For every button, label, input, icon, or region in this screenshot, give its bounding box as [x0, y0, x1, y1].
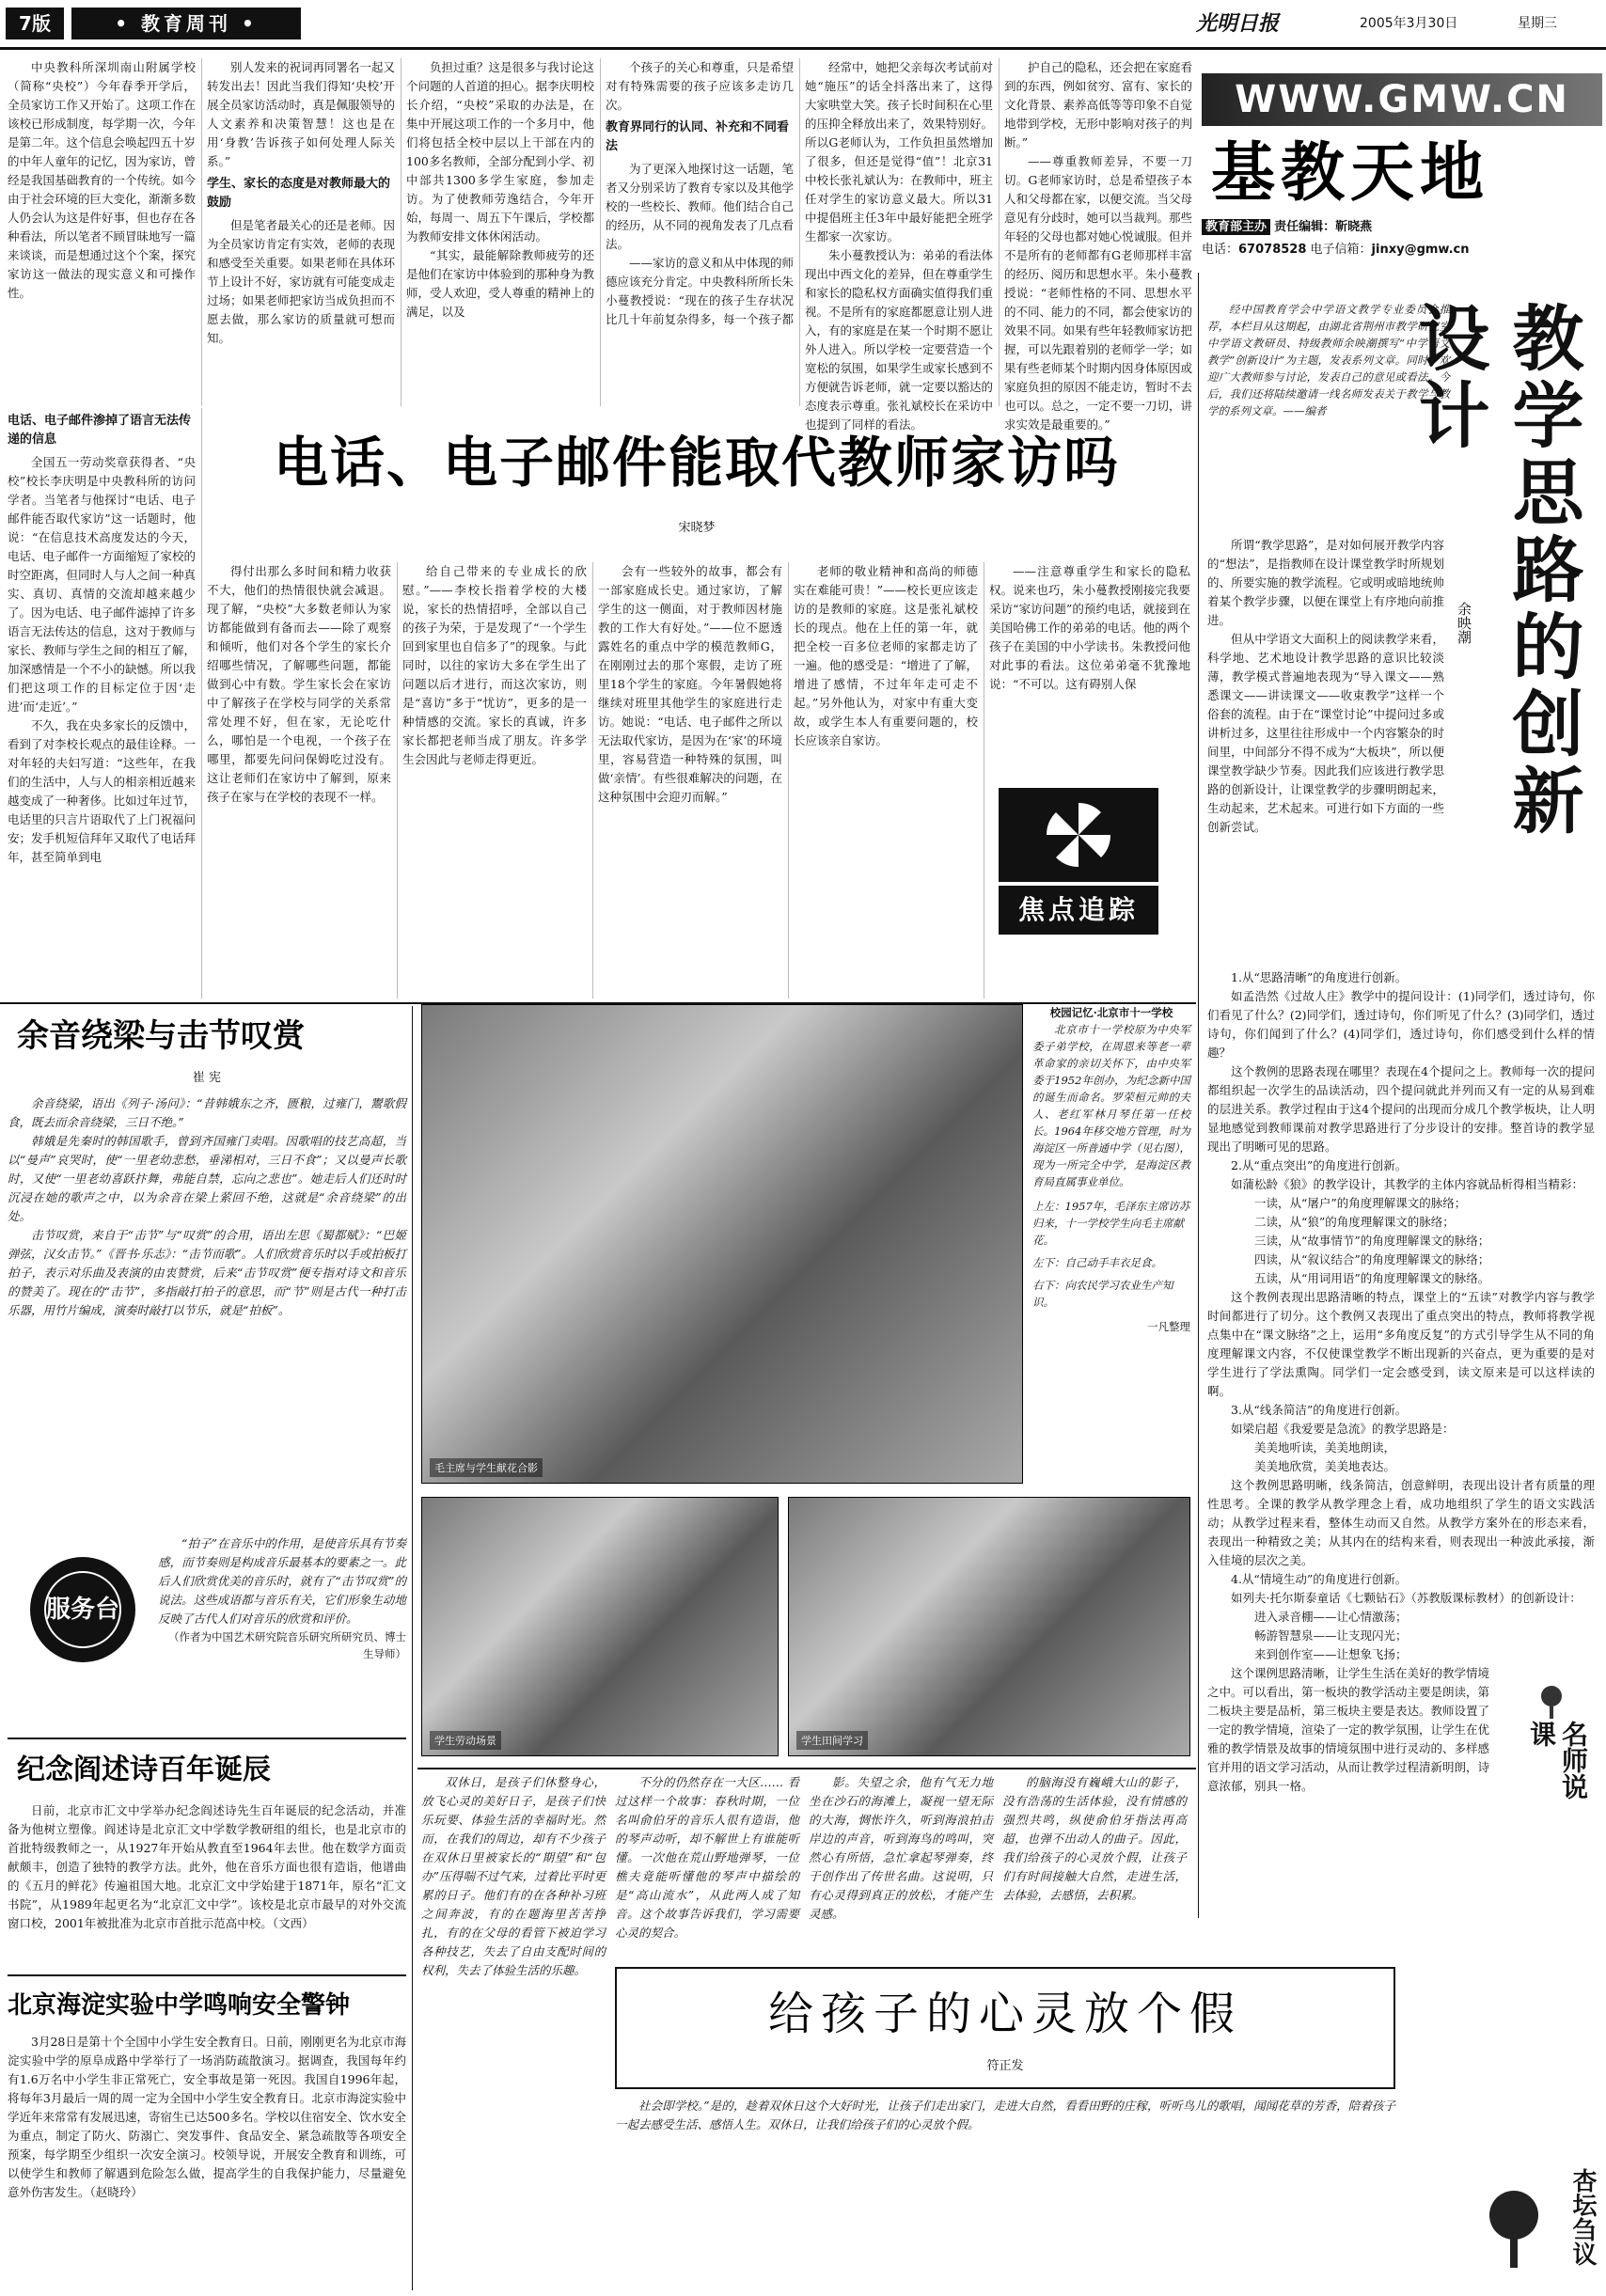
list-item: 二读，从“狼”的角度理解课文的脉络； [1254, 1215, 1455, 1229]
site-url: WWW.GMW.CN [1202, 73, 1602, 126]
service-badge [17, 1553, 149, 1666]
byline: 符正发 [986, 2059, 1024, 2073]
masthead [0, 0, 1606, 53]
photo-field [788, 1497, 1190, 1756]
paragraph: 不久，我在央多家长的反馈中，看到了对李校长观点的最佳诠释。一对年轻的夫妇写道：“这些年，在我们的生活中，人与人的相亲相近越来越变成了一种奢侈。比如过年过节，电话里的只言片语取代了上门祝福问安；发手机短信拜年又取代了电话拜年，甚至简单到电 [8, 718, 197, 864]
editor-name: 靳晓燕 [1335, 220, 1373, 234]
paragraph: 但从中学语文大面积上的阅读教学来看，科学地、艺术地设计教学思路的意识比较淡薄，教学模式普遍地表现为“导入课文——熟悉课文——讲读课文——收束教学”这样一个俗套的流程。由于在“课堂讨论”中提问过多或讲析过多，这里往往形成中一个内容繁杂的时间里，中间部分不得不成为“大板块”，所以便课堂教学缺少节奏。因此我们应该进行教学思路的创新设计，让课堂教学的步骤明朗起来，生动起来，艺术起来。可进行如下方面的一些创新尝试。 [1207, 632, 1444, 834]
list-item: 来到创作室——让想象飞扬； [1254, 1647, 1408, 1661]
list-item: 四读，从“叙议结合”的角度理解课文的脉络； [1254, 1252, 1490, 1266]
subheading: 电话、电子邮件渗掉了语言无法传递的信息 [8, 414, 192, 447]
tree-icon [1484, 2187, 1544, 2272]
heart-article [421, 1773, 1602, 2292]
article-body [8, 1094, 406, 1527]
list-item: 美美地欣赏，美美地表达。 [1254, 1459, 1396, 1473]
column-rule [592, 562, 593, 999]
section-heading: 1.从“思路清晰”的角度进行创新。 [1231, 970, 1408, 984]
paragraph: 余音绕梁，语出《列子·汤问》：“昔韩娥东之齐，匮粮，过雍门，鬻歌假食，既去而余音绕梁，三日不绝。” [8, 1096, 406, 1129]
phone-label: 电话： [1202, 243, 1239, 257]
article-column [598, 562, 782, 999]
headline: 电话、电子邮件能取代教师家访吗 [273, 431, 1120, 495]
article-column [8, 58, 196, 406]
list-item: 美美地听读，美美地朗读， [1254, 1440, 1396, 1455]
article-column [805, 58, 994, 432]
photo-mao-students [421, 1004, 1023, 1484]
paragraph: 不分的仍然存在一大区…… 看过这样一个故事：春秋时期，一位名叫俞伯牙的音乐人很有造诣，他的琴声动听，却不解世上有谁能听懂。一次他在荒山野地弹琴，一位樵夫竟能听懂他的琴声中描绘的是“高山流水”，从此两人成了知音。这个故事告诉我们，学习需要心灵的契合。 [615, 1775, 799, 1940]
paragraph: 经常中，她把父亲每次考试前对她“施压”的话全抖落出来了，这得大家哄堂大笑。孩子长时间积在心里的压抑全释放出来了，效果特别好。所以G老师认为，工作负担虽然增加了很多，但还是觉得“值”！北京31中校长张礼斌认为：在教师中，班主任对学生的家访意义最大。所以31中提倡班主任3年中最好能把全班学生都家一次家访。 [805, 60, 994, 244]
paragraph: 负担过重？这是很多与我讨论这个问题的人首道的担心。据李庆明校长介绍，“央校”采取的办法是，在集中开展这项工作的一个多月中，他们将包括全校中层以上干部在内的100多名教师，全部分配到小学、初中部共1300多学生家庭，参加走访。为了使教师劳逸结合，今年开始，每周一、周五下午课后，学校都为教师安排文体休闲活动。 [406, 60, 595, 244]
article-column [207, 58, 395, 406]
paragraph: ——家访的意义和从中体现的师德应该充分肯定。中央教科所所长朱小蔓教授说：“现在的孩子生存状况比几十年前复杂得多，每一个孩子都 [606, 256, 795, 326]
article-title: 给孩子的心灵放个假 [767, 1988, 1242, 2040]
column-title: 基教天地 [1211, 136, 1490, 211]
article-column [615, 1773, 799, 1961]
section-name: • 教育周刊 • [71, 8, 301, 39]
email-label: 电子信箱： [1310, 243, 1372, 257]
article-column [606, 58, 794, 406]
article-column [8, 408, 196, 999]
list-item: 五读，从“用词用语”的角度理解课文的脉络。 [1254, 1271, 1490, 1285]
paragraph: “拍子”在音乐中的作用，是使音乐具有节奏感，而节奏则是构成音乐最基本的要素之一。此后人们欣赏优美的音乐时，就有了“击节叹赏”的说法。这些成语都与音乐有关，它们形象生动地反映了古代人们对音乐的欣赏和评价。 [158, 1536, 406, 1626]
article-column [989, 562, 1190, 784]
page-number: 7版 [6, 8, 64, 39]
paragraph: 日前，北京市汇文中学举办纪念阎述诗先生百年诞辰的纪念活动，并准备为他树立塑像。阎述诗是北京汇文中学数学教研组的组长，也是北京市的首批特级教师之一，从1927年开始从教直至1964年去世。他在数学方面贡献颇丰，创造了独特的教学方法。此外，他在音乐方面也很有造诣，他谱曲的《五月的鲜花》传遍祖国大地。北京汇文中学始建于1871年，原名“汇文书院”，从1989年起更名为“北京汇文中学”。该校是北京市最早的对外交流窗口校，2001年被批准为北京市首批示范高中校。（文西） [8, 1803, 406, 1930]
masthead-rule [0, 47, 1606, 50]
list-item: 进入录音棚——让心情激荡； [1254, 1610, 1408, 1624]
byline: 余映潮 [1456, 602, 1472, 644]
list-item: 畅游智慧泉——让支现闪光； [1254, 1628, 1408, 1643]
poet-article [8, 1743, 406, 1971]
paragraph: 社会即学校。”是的，趁着双休日这个大好时光，让孩子们走出家门，走进大自然，看看田野的庄稼，听听鸟儿的歌唱，闻闻花草的芳香，陪着孩子一起去感受生活、感悟人生。双休日，让我们给孩子们的心灵放个假。 [615, 2099, 1395, 2131]
paragraph: 为了更深入地探讨这一话题，笔者又分别采访了教育专家以及其他学校的一些校长、教师。他们结合自己的经历，从不同的视角发表了几点看法。 [606, 162, 795, 251]
article-title: 余音绕梁与击节叹赏 [17, 1017, 305, 1055]
paragraph: 经中国教育学会中学语文教学专业委员会推荐，本栏目从这期起，由湖北省荆州市教学研究室中学语文教研员、特级教师余映潮撰写“中学语文教学”创新设计”为主题，发表系列文章。同时，欢迎广大教师参与讨论，发表自己的意见或看法。今后，我们还将陆续邀请一线名师发表关于教学与教学的系列文章。——编者 [1207, 303, 1450, 417]
section-heading: 3.从“线条简洁”的角度进行创新。 [1231, 1403, 1408, 1417]
paragraph: 所谓“教学思路”，是对如何展开教学内容的“想法”，是指教师在设计课堂教学时所规划的、所要实施的教学流程。它或明或暗地统帅着某个教学步骤，以便在课堂上有序地向前推进。 [1207, 538, 1444, 627]
section-heading: 4.从“情境生动”的角度进行创新。 [1231, 1572, 1408, 1586]
banner-credits [1202, 216, 1602, 263]
caption: 北京市十一学校原为中央军委子弟学校，在周恩来等老一辈革命家的亲切关怀下，由中央军委于1952年创办，为纪念新中国的诞生而命名。罗荣桓元帅的夫人、老红军林月琴任第一任校长。1964年移交地方管理，时为海淀区一所普通中学（见右图），现为一所完全中学，是海淀区教育局直属事业单位。 [1032, 1023, 1190, 1188]
paragraph: 这个课例思路清晰，让学生生活在美好的教学情境之中。可以看出，第一板块的教学活动主要是朗读，第二板块主要是品析，第三板块主要是表达。教师设置了一定的教学情境，渲染了一定的教学氛围，让学生在优雅的教学情景及故事的情境氛围中进行灵动的、多样感官并用的语文学习活动，从而让教学过程清新明朗，诗意浓郁，别具一格。 [1207, 1666, 1490, 1793]
article-column [421, 1773, 606, 2287]
caption: 上左：1957年，毛泽东主席访苏归来，十一学校学生向毛主席献花。 [1032, 1200, 1190, 1247]
paragraph: 击节叹赏，来自于“击节”与“叹赏”的合用，语出左思《蜀都赋》：“巴姬弹弦，汉女击节。”《晋书·乐志》：“击节而歌”。人们欣赏音乐时以手或拍板打拍子，表示对乐曲及表演的由衷赞赏，后来“击节叹赏”便专指对诗文和音乐的赞美了。现在的“击节”，多指敲打拍子的意思，而“节”则是古代一种打击乐器，用竹片编成，演奏时敲打以节乐，就是“拍板”。 [8, 1228, 406, 1317]
paragraph: 会有一些较外的故事，都会有一部家庭成长史。通过家访，了解学生的这一侧面，对于教师因材施教的工作大有好处。”——位不愿透露姓名的重点中学的模范教师G，在刚刚过去的那个寒假，走访了班里18个学生的家庭。今年暑假她将继续对班里其他学生的家庭进行走访。她说：“电话、电子邮件之所以无法取代家访，是因为在‘家’的环境里，容易营造一种特殊的氛围，叫做‘亲情’。有些很难解决的问题，在这种氛围中会迎刃而解。” [598, 564, 782, 804]
section-rule [417, 1768, 1196, 1769]
list-item: 三读，从“故事情节”的角度理解课文的脉络； [1254, 1234, 1490, 1248]
byline: 崔 宪 [192, 1071, 222, 1085]
article-column [207, 562, 391, 999]
paragraph: ——注意尊重学生和家长的隐私权。说来也巧，朱小蔓教授刚接完我要采访“家访问题”的预约电话，就接到在美国哈佛工作的弟弟的电话。他的两个孩子在美国的中小学读书。朱教授问他对此事的看法。这位弟弟毫不犹豫地说：“不可以。这有碍别人保 [989, 564, 1190, 691]
focus-label: 焦点追踪 [999, 886, 1158, 935]
paragraph: 朱小蔓教授认为：弟弟的看法体现出中西文化的差异，但在尊重学生和家长的隐私权方面确实值得我们重视。不是所有的家庭都愿意让别人进入，有的家庭是在某一个时期不愿让外人进入。所以学校一定要营造一个宽松的氛围，如果学生或家长感到不方便就告诉老师，就一定要以豁达的态度表示尊重。张礼斌校长在采访中也提到了同样的看法。 [805, 248, 994, 432]
paragraph: 3月28日是第十个全国中小学生安全教育日。日前，刚刚更名为北京市海淀实验中学的原阜成路中学举行了一场消防疏散演习。据调查，我国每年约有1.6万名中小学生非正常死亡，安全事故是第一死因。我国自1996年起，将每年3月最后一周的周一定为全国中小学生安全教育日。北京市海淀实验中学近年来常常有发展迅速，寄宿生已达500多名。学校以住宿安全、饮水安全为重点，制定了防火、防溺亡、突发事件、食品安全、紧急疏散等各项安全预案，每学期至少组织一次安全演习。校领导说，开展安全教育和训练，可以使学生和教师了解遇到危险怎么做，提高学生的自我保护能力，尽量避免意外伤害发生。（赵晓玲） [8, 2035, 406, 2199]
paragraph: 双休日，是孩子们休整身心，放飞心灵的美好日子，是孩子们快乐玩要、体验生活的幸福时光。然而，在我们的周边，却有不少孩子在双休日里被家长的“期望”和“包办”压得喘不过气来，过着比平时更累的日子。他们有的在各种补习班之间奔波，有的在题海里苦苦挣扎，有的在父母的看管下被迫学习各种技艺，失去了自由支配时间的权利，失去了体验生活的乐趣。 [421, 1775, 606, 1977]
column-rule [1198, 273, 1199, 1918]
column-rule [412, 1006, 413, 2290]
list-item: 一读，从“屠户”的角度理解课文的脉络； [1254, 1196, 1467, 1210]
paragraph: 如孟浩然《过故人庄》教学中的提问设计：(1)同学们，透过诗句，你们看见了什么？(2)同学们，透过诗句，你们听见了什么？(3)同学们，透过诗句，你们闻到了什么？(4)同学们，透过诗句，你们感受到什么样的情趣？ [1207, 989, 1595, 1060]
article-title: 教学思路的创新设计 [1407, 301, 1584, 841]
byline: 宋晓梦 [678, 521, 716, 535]
issue-date: 2005年3月30日 [1360, 16, 1458, 31]
editor-label: 责任编辑： [1274, 220, 1336, 234]
column-tag [1484, 2168, 1597, 2287]
safety-article [8, 1980, 406, 2290]
column-tag-label: 杏坛刍议 [1568, 2168, 1597, 2266]
subheading: 学生、家长的态度是对教师最大的鼓励 [207, 177, 391, 210]
top-article-headline-band [199, 408, 1194, 558]
caption: 左下：自己动手丰衣足食。 [1032, 1256, 1162, 1269]
paragraph: 这个教例表现出思路清晰的特点，课堂上的“五读”对教学内容与教学时间都进行了切分。这个教例又表现出了重点突出的特点，教师将教学视点集中在“课文脉络”之上，运用“多角度反复”的方式引导学生从不同的角度理解课文内容，不仅使课堂教学不断出现新的兴奋点，更为重要的是对学生进行了学法熏陶。同学们一定会感受到，读文原来是可以这样读的啊。 [1207, 1290, 1595, 1398]
paragraph: 如列夫·托尔斯泰童话《七颗钻石》（苏教版课标教材）的创新设计： [1231, 1591, 1582, 1605]
paragraph: 得付出那么多时间和精力收获不大，他们的热情很快就会减退。现了解，“央校”大多数老师认为家访都能做到有备而去——除了观察和倾听，他们对各个学生的家长介绍哪些情况，了解哪些问题，都能做到心中有数。学生家长会在家访中了解孩子在学校与同学的关系常常处理不好，但在家，无论吃什么，哪怕是一个电视，一个孩子在哪里，都要先问问保姆吃过没有。这让老师们在家访中了解到，原来孩子在家与在学校的表现不一样。 [207, 564, 391, 804]
paragraph: 全国五一劳动奖章获得者、“央校”校长李庆明是中央教科所的访问学者。当笔者与他探讨“电话、电子邮件能否取代家访”这一话题时，他说：“在信息技术高度发达的今天，电话、电子邮件一方面缩短了家校的时空距离，但同时人与人之间一种真实、真切、真情的交流却越来越少了。因为电话、电子邮件滤掉了许多语言无法传达的信息，这对于教师与家长、教师与学生之间的相互了解，加深感情是一个不小的缺憾。所以我们把这项工作的目标定位于因‘走进’而‘走近’。” [8, 455, 197, 714]
paragraph: 护自己的隐私，还会把在家庭看到的东西，例如贫穷、富有、家长的文化背景、素养高低等等印象不自觉地带到学校，无形中影响对孩子的判断。” [1004, 60, 1193, 149]
article-column [1004, 58, 1193, 432]
paper-logo: 光明日报 [1196, 11, 1280, 36]
paragraph: 给自己带来的专业成长的欣慰。”——李校长指着学校的大楼说，家长的热情招呼，全部以自己的孩子为荣，于是发现了“一个学生回到家里也自信多了”的现象。与此同时，以往的家访大多在学生出了问题以后才进行，而这次家访，则是“喜访”多于“忧访”，更多的是一种情感的交流。家长的真诚，许多家长都把老师当成了朋友。许多学生会因此与老师走得更近。 [402, 564, 587, 766]
service-label: 服务台 [45, 1596, 119, 1624]
paragraph: 老师的敬业精神和高尚的师德实在难能可贵！”——校长更应该走访的是教师的家庭。这是张礼斌校长的现点。他在上任的第一年，就把全校一百多位老师的家都走访了一遍。他的感受是：“增进了了解，增进了感情，不过年年走可走不起。”另外他认为，对家中有重大变故，或学生本人有重要问题的，校长应该亲自家访。 [794, 564, 978, 747]
paragraph: 如梁启超《我爱要是急流》的教学思路是： [1231, 1422, 1455, 1436]
photo-label: 学生劳动场景 [430, 1731, 501, 1750]
email-address[interactable]: jinxy@gmw.cn [1371, 243, 1470, 257]
photo-label: 学生田间学习 [796, 1731, 868, 1750]
photo-credit: 一凡整理 [1147, 1320, 1190, 1333]
issue-weekday: 星期三 [1518, 16, 1557, 31]
paragraph: 但是笔者最关心的还是老师。因为全员家访肯定有实效，老师的表现和感受至关重要。如果老师在具体环节上设计不好，家访就有可能变成走过场；如果老师把家访当成负担而不愿去做，那么家访的质量就可想而知。 [207, 218, 396, 345]
paragraph: 韩娥是先秦时的韩国歌手，曾到齐国雍门卖唱。因歌唱的技艺高超，当以“曼声”哀哭时，使“一里老幼悲愁，垂涕相对，三日不食”；又以曼声长歌时，又使“一里老幼喜跃抃舞，弗能自禁，忘向之悲也”。她走后人们还时时沉浸在她的歌声之中，以为余音在梁上萦回不绝，这就是“余音绕梁”的出处。 [8, 1134, 406, 1223]
paragraph: ——尊重教师差异，不要一刀切。G老师家访时，总是希望孩子本人和父母都在家，以便交流。当父母意见有分歧时，她可以当裁判。那些年轻的父母也都对她心悦诚服。但并不是所有的老师都有G老师那样丰富的经历、阅历和思想水平。朱小蔓教授说：“老师性格的不同、思想水平的不同、能力的不同，都会使家访的效果不同。如果有些年轻教师家访把握，可以先跟着别的老师学一学；如果有些老师某个时期内因身体原因或家庭负担的原因不能走访，暂时不去也可以。总之，一定不要一刀切，讲求实效是最重要的。” [1004, 154, 1193, 432]
host-badge: 教育部主办 [1202, 219, 1270, 235]
column-rule [397, 562, 398, 999]
photo-feature [421, 1004, 1192, 1760]
article-column [809, 1773, 993, 1961]
article-title: 北京海淀实验中学鸣响安全警钟 [8, 1991, 351, 2020]
paragraph: 别人发来的祝词再同署名一起又转发出去！因此当我们得知‘央校’开展全员家访活动时，真是佩服领导的人文素养和决策智慧！这也是在用‘身教’告诉孩子如何处理人际关系。” [207, 60, 396, 168]
paragraph: 如蒲松龄《狼》的教学设计，其教学的主体内容就品析得相当精彩： [1231, 1177, 1584, 1191]
article-column [1002, 1773, 1187, 1961]
author-note: （作者为中国艺术研究院音乐研究所研究员、博士生导师） [168, 1630, 406, 1660]
photo-caption [1032, 1004, 1190, 1484]
paragraph: “其实，最能解除教师疲劳的还是他们在家访中体验到的那种身为教师，受人欢迎，受人尊重的精神上的满足，以及 [406, 248, 595, 319]
caption-title: 校园记忆·北京市十一学校 [1049, 1006, 1173, 1019]
paragraph: 的脑海没有巍峨大山的影子，没有浩荡的生活体验，没有情感的强烈共鸣，纵使俞伯牙指法再高超，也弹不出动人的曲子。因此，我们给孩子的心灵放个假，让孩子们有时间接触大自然，走进生活，去体验，去感悟，去积累。 [1002, 1775, 1187, 1902]
column-rule [788, 562, 789, 999]
column-rule [401, 58, 402, 406]
focus-logo [999, 788, 1158, 938]
paragraph: 影。失望之余，他有气无力地坐在沙石的海滩上，凝视一望无际的大海，惆怅许久，听到海浪拍击岸边的声音，听到海鸟的鸣叫，突然心有所悟，急忙拿起琴弹奏，终于创作出了传世名曲。这说明，只有心灵得到真正的放松，才能产生灵感。 [809, 1775, 993, 1921]
column-rule [600, 58, 601, 406]
paragraph: 这个教例思路明晰，线条简洁，创意鲜明，表现出设计者有质量的理性思考。全课的教学从教学理念上看，成功地组织了学生的语文实践活动；从教学过程来看，整体生动而又自然。从教学方案外在的形态来看，表现出一种精致之美；从其内在的结构来看，则表现出一种波此承接，渐入佳境的层次之美。 [1207, 1478, 1595, 1567]
article-body [1207, 536, 1444, 968]
paragraph: 这个教例的思路表现在哪里？表现在4个提问之上。教师每一次的提问都组织起一次学生的品读活动，四个提问就此并列而又有一定的从易到难的层进关系。教学过程由于这4个提问的出现而分成几个教学板块，让人明显地感觉到教师课前对教学思路进行了分步设计的安排。整首诗的教学显现出了明晰可见的思路。 [1207, 1064, 1595, 1154]
column-rule [201, 408, 202, 999]
article-column [794, 562, 978, 999]
column-tag-label: 名师说课 [1526, 1721, 1589, 1800]
column-rule [799, 58, 800, 406]
phone-number: 67078528 [1238, 243, 1307, 257]
section-rule [8, 1738, 406, 1739]
article-column [615, 2097, 1395, 2285]
thinking-article [1204, 273, 1602, 1927]
column-rule [999, 58, 1000, 406]
article-title: 纪念阎述诗百年诞辰 [17, 1753, 271, 1786]
caption: 右下：向农民学习农业生产知识。 [1032, 1279, 1173, 1309]
pushpin-icon [1533, 1683, 1570, 1721]
paragraph: 个孩子的关心和尊重，只是希望对有特殊需要的孩子应该多走访几次。 [606, 60, 795, 112]
photo-label: 毛主席与学生献花合影 [430, 1458, 543, 1477]
photo-labor [421, 1497, 779, 1756]
article-column [402, 562, 587, 999]
column-rule [201, 58, 202, 406]
title-box [615, 1967, 1395, 2089]
section-rule [8, 1974, 406, 1976]
section-heading: 2.从“重点突出”的角度进行创新。 [1231, 1158, 1408, 1172]
pinwheel-icon [999, 788, 1158, 882]
subheading: 教育界同行的认同、补充和不同看法 [606, 120, 790, 153]
column-banner [1202, 56, 1602, 265]
music-article [8, 1008, 406, 1732]
article-body [158, 1534, 406, 1722]
paragraph: 中央教科所深圳南山附属学校（简称“央校”）今年春季开学后，全员家访工作又开始了。这项工作在该校已形成制度，每学期一次，今年是第二年。这个信息会唤起四五十岁的中年人童年的记忆，因为家访，曾经是我国基础教育的一个传统。如今由于社会环境的巨大变化，渐渐多数人仍会认为这是件好事，但也存在各种看法，所以笔者不顾冒昧地写一篇来谈谈，而是想通过这个个案，探究家访这一做法的现实意义和可操作性。 [8, 60, 197, 300]
article-column [406, 58, 594, 406]
